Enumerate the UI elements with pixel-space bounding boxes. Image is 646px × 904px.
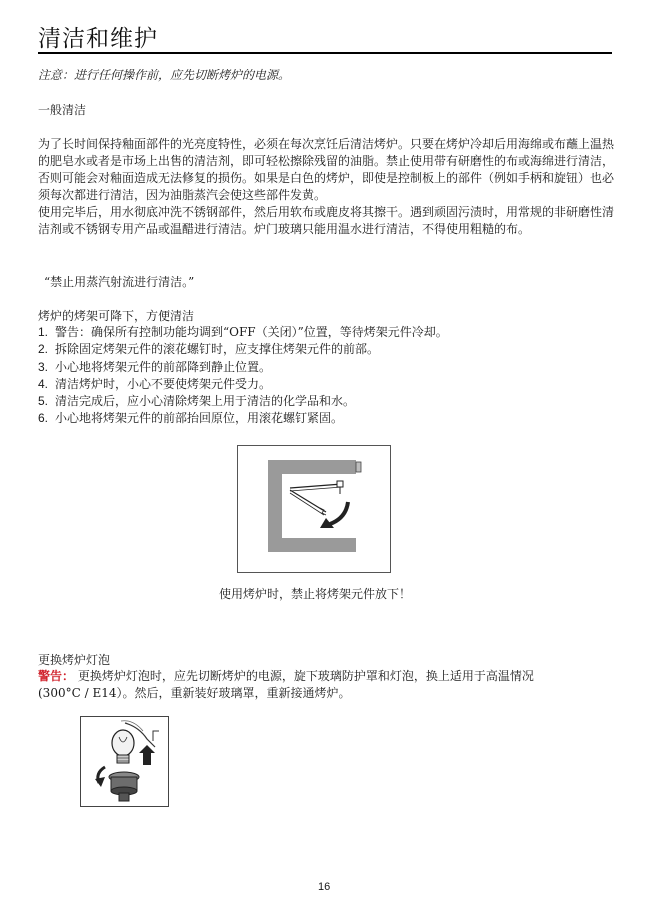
page-title: 清洁和维护: [38, 26, 158, 52]
list-item: 2. 拆除固定烤架元件的滚花螺钉时，应支撑住烤架元件的前部。: [38, 342, 380, 357]
general-cleaning-heading: 一般清洁: [38, 103, 87, 117]
grill-element-lowering-illustration: [237, 445, 391, 573]
page-number: 16: [318, 881, 331, 893]
grill-warning-caption: 使用烤炉时，禁止将烤架元件放下！: [219, 587, 412, 601]
lamp-line-2: (300°C / E14）。然后，重新装好玻璃罩，重新接通烤炉。: [38, 686, 351, 700]
list-item: 5. 清洁完成后，应小心清除烤架上用于清洁的化学品和水。: [38, 394, 356, 409]
lamp-instructions: [38, 668, 614, 702]
rack-steps-list: [38, 324, 614, 428]
title-divider: [38, 52, 612, 54]
general-paragraph-1: 为了长时间保持釉面部件的光亮度特性，必须在每次烹饪后清洁烤炉。只要在烤炉冷却后用海绵或布蘸上温热的肥皂水或者是市场上出售的清洁剂，即可轻松擦除残留的油脂。禁止使用带有研磨性的布或海绵进行清洁，否则可能会对釉面造成无法修复的损伤。如果是白色的烤炉，即使是控制板上的部件（例如手柄和旋钮）也必须每次都进行清洁，因为油脂蒸汽会使这些部件发黄。: [38, 137, 615, 202]
steam-warning-quote: “禁止用蒸汽射流进行清洁。”: [44, 275, 195, 289]
lamp-heading: 更换烤炉灯泡: [38, 653, 111, 667]
oven-cavity-diagram: [238, 446, 390, 572]
warning-label: 警告：: [38, 669, 75, 683]
list-item: 4. 清洁烤炉时，小心不要使烤架元件受力。: [38, 376, 272, 391]
rack-heading: 烤炉的烤架可降下，方便清洁: [38, 309, 195, 323]
bulb-diagram: [81, 717, 168, 806]
lamp-replacement-illustration: [80, 716, 169, 807]
list-item: 3. 小心地将烤架元件的前部降到静止位置。: [38, 359, 272, 374]
general-cleaning-text: [38, 136, 614, 238]
lamp-line-1: 警告： 更换烤炉灯泡时，应先切断烤炉的电源，旋下玻璃防护罩和灯泡，换上适用于高温情况: [38, 669, 534, 683]
list-item: 6. 小心地将烤架元件的前部抬回原位，用滚花螺钉紧固。: [38, 411, 344, 426]
list-item: 1. 警告：确保所有控制功能均调到“OFF（关闭）”位置，等待烤架元件冷却。: [38, 325, 448, 339]
general-paragraph-2: 使用完毕后，用水彻底冲洗不锈钢部件，然后用软布或鹿皮将其擦干。遇到顽固污渍时，用常规的非研磨性清洁剂或不锈钢专用产品或温醋进行清洁。炉门玻璃只能用温水进行清洁，不得使用粗糙的布。: [38, 205, 615, 236]
safety-note: 注意：进行任何操作前，应先切断烤炉的电源。: [38, 68, 291, 82]
